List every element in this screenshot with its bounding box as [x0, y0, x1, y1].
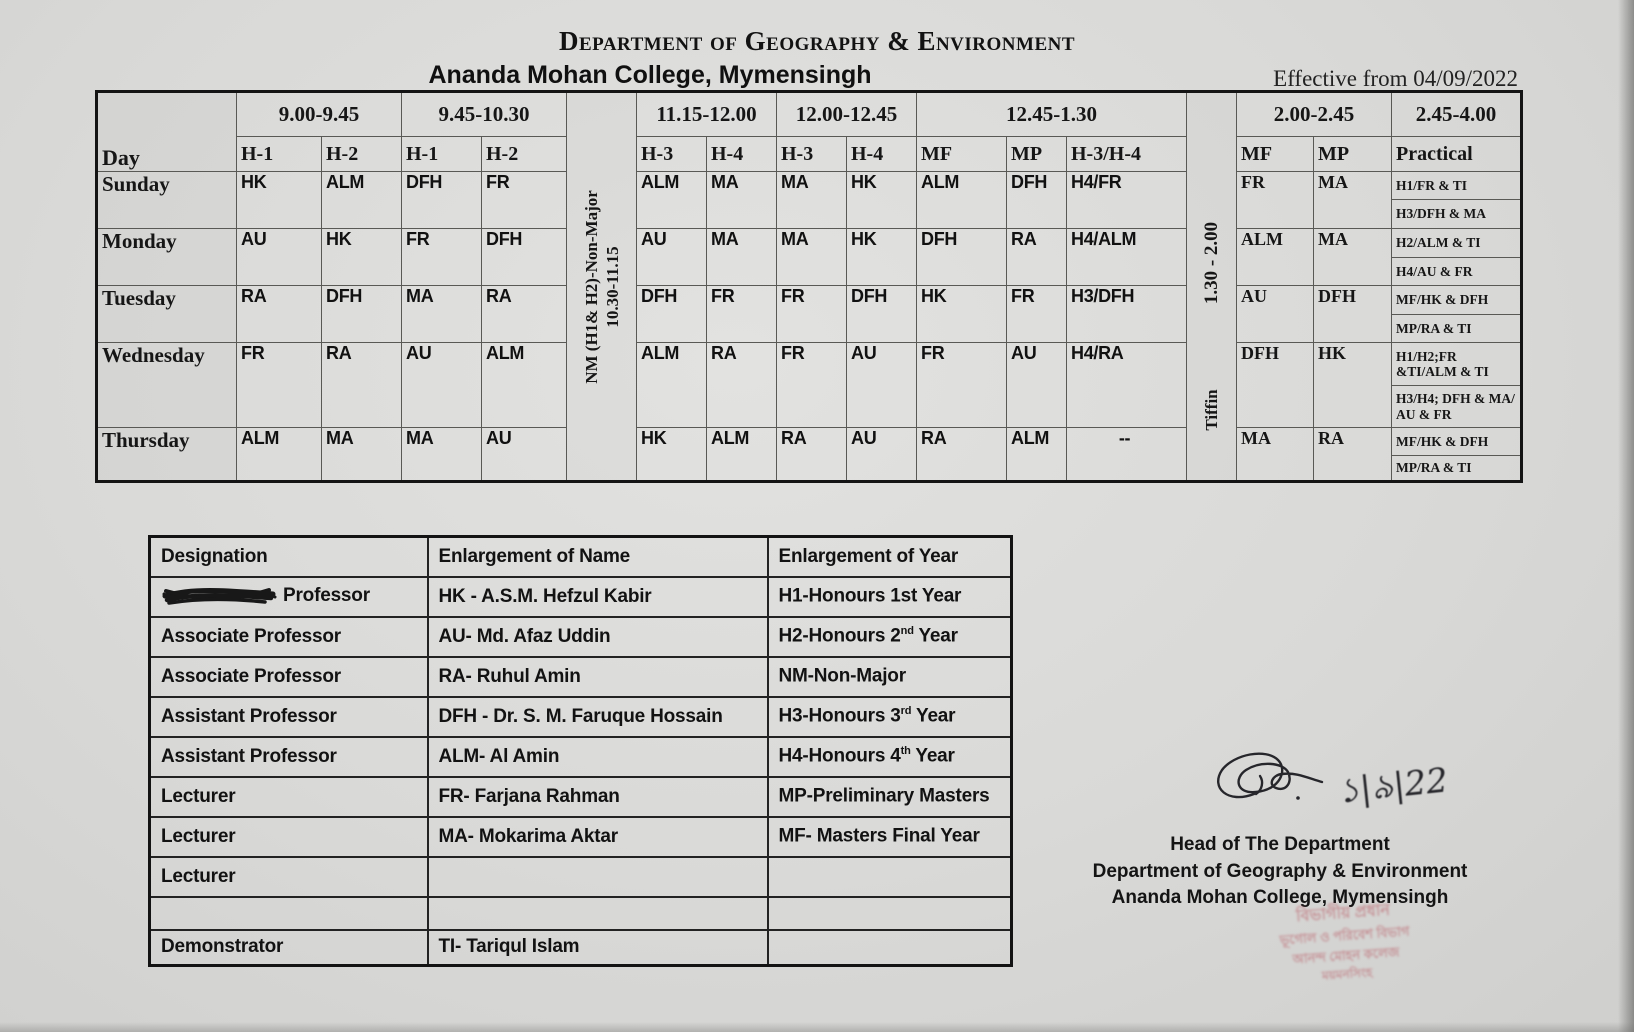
practical-cell: H1/FR & TI: [1392, 172, 1522, 200]
subject-cell: RA: [322, 343, 402, 428]
name-cell: DFH - Dr. S. M. Faruque Hossain: [428, 697, 768, 737]
year-cell: H4-Honours 4th Year: [768, 737, 1012, 777]
footer-designation: [1040, 832, 1520, 912]
subject-cell: FR: [1237, 172, 1314, 229]
subject-cell: FR: [402, 229, 482, 286]
subject-cell: DFH: [847, 286, 917, 343]
non-major-label: NM (H1& H2)-Non-Major 10.30-11.15: [581, 189, 622, 384]
time-header: 12.45-1.30: [917, 92, 1187, 137]
scan-edge-shadow: [1618, 0, 1634, 1032]
designation-cell: Assistant Professor: [150, 737, 428, 777]
year-cell: H2-Honours 2nd Year: [768, 617, 1012, 657]
subject-cell: ALM: [637, 172, 707, 229]
row-wednesday: [97, 343, 1522, 386]
designation-cell: Associate Professor: [150, 617, 428, 657]
subject-cell: RA: [1314, 428, 1392, 482]
designation-cell: Associate Professor: [150, 657, 428, 697]
subject-cell: DFH: [402, 172, 482, 229]
subject-cell: FR: [482, 172, 567, 229]
legend-row: [150, 697, 1012, 737]
subject-cell: FR: [237, 343, 322, 428]
subject-cell: FR: [707, 286, 777, 343]
subject-cell: HK: [917, 286, 1007, 343]
subject-cell: RA: [707, 343, 777, 428]
legend-header-row: [150, 537, 1012, 577]
year-cell: [768, 897, 1012, 930]
name-cell: [428, 857, 768, 897]
legend-row: [150, 777, 1012, 817]
time-header: 9.45-10.30: [402, 92, 567, 137]
subject-cell: DFH: [322, 286, 402, 343]
subject-cell: HK: [847, 172, 917, 229]
sub-header: H-3/H-4: [1067, 137, 1187, 172]
designation-cell: Lecturer: [150, 817, 428, 857]
subject-cell: AU: [402, 343, 482, 428]
subject-cell: RA: [1007, 229, 1067, 286]
non-major-column: [567, 92, 637, 482]
legend-row: [150, 577, 1012, 617]
subject-cell: DFH: [637, 286, 707, 343]
row-sunday: [97, 172, 1522, 200]
subject-cell: AU: [847, 428, 917, 482]
subject-cell: ALM: [707, 428, 777, 482]
subject-cell: --: [1067, 428, 1187, 482]
sub-header: H-2: [482, 137, 567, 172]
subject-cell: H4/FR: [1067, 172, 1187, 229]
subject-cell: RA: [777, 428, 847, 482]
scan-edge-shadow: [0, 1022, 1634, 1032]
day-cell: Thursday: [97, 428, 237, 482]
subject-cell: HK: [1314, 343, 1392, 428]
day-cell: Wednesday: [97, 343, 237, 428]
subject-cell: DFH: [1237, 343, 1314, 428]
subject-cell: FR: [1007, 286, 1067, 343]
designation-cell: Assistant Professor: [150, 697, 428, 737]
sub-header: H-2: [322, 137, 402, 172]
designation-cell: Lecturer: [150, 777, 428, 817]
department-title: Department of Geography & Environment: [558, 26, 1076, 56]
name-cell: RA- Ruhul Amin: [428, 657, 768, 697]
sub-header: H-3: [777, 137, 847, 172]
time-header: 11.15-12.00: [637, 92, 777, 137]
sub-header: MP: [1007, 137, 1067, 172]
signature-date: ১|৯|22: [1335, 760, 1450, 812]
name-cell: MA- Mokarima Aktar: [428, 817, 768, 857]
time-header: 2.45-4.00: [1392, 92, 1522, 137]
sub-header-row: [97, 137, 1522, 172]
day-column-header: Day: [97, 92, 237, 172]
subject-cell: H4/RA: [1067, 343, 1187, 428]
subject-cell: MA: [402, 286, 482, 343]
practical-cell: MP/RA & TI: [1392, 456, 1522, 482]
sub-header: Practical: [1392, 137, 1522, 172]
legend-row: [150, 817, 1012, 857]
subject-cell: ALM: [917, 172, 1007, 229]
subject-cell: HK: [637, 428, 707, 482]
year-cell: [768, 857, 1012, 897]
practical-cell: H4/AU & FR: [1392, 258, 1522, 286]
time-header: 9.00-9.45: [237, 92, 402, 137]
sub-header: MF: [1237, 137, 1314, 172]
subject-cell: MA: [707, 229, 777, 286]
designation-cell: Demonstrator: [150, 930, 428, 966]
sub-header: H-4: [707, 137, 777, 172]
subject-cell: ALM: [1007, 428, 1067, 482]
designation-cell: Professor: [150, 577, 428, 617]
subject-cell: FR: [917, 343, 1007, 428]
strikeout-scribble: [161, 585, 279, 607]
sub-header: H-3: [637, 137, 707, 172]
subject-cell: MA: [777, 172, 847, 229]
tiffin-column: [1187, 92, 1237, 482]
subject-cell: MA: [402, 428, 482, 482]
year-cell: MP-Preliminary Masters: [768, 777, 1012, 817]
sub-header: H-4: [847, 137, 917, 172]
subject-cell: ALM: [482, 343, 567, 428]
subject-cell: ALM: [637, 343, 707, 428]
subject-cell: H4/ALM: [1067, 229, 1187, 286]
name-cell: AU- Md. Afaz Uddin: [428, 617, 768, 657]
subject-cell: DFH: [1314, 286, 1392, 343]
subject-cell: HK: [322, 229, 402, 286]
name-cell: HK - A.S.M. Hefzul Kabir: [428, 577, 768, 617]
sub-header: H-1: [402, 137, 482, 172]
subject-cell: DFH: [482, 229, 567, 286]
name-cell: TI- Tariqul Islam: [428, 930, 768, 966]
subject-cell: MA: [322, 428, 402, 482]
subject-cell: ALM: [237, 428, 322, 482]
signature: [1190, 742, 1340, 832]
practical-cell: H3/H4; DFH & MA/ AU & FR: [1392, 386, 1522, 428]
time-header-row: [97, 92, 1522, 137]
legend-header: Enlargement of Year: [768, 537, 1012, 577]
practical-cell: H2/ALM & TI: [1392, 229, 1522, 258]
subject-cell: MA: [1237, 428, 1314, 482]
legend-row: [150, 897, 1012, 930]
year-cell: H1-Honours 1st Year: [768, 577, 1012, 617]
subject-cell: HK: [847, 229, 917, 286]
subject-cell: DFH: [917, 229, 1007, 286]
subject-cell: MA: [1314, 229, 1392, 286]
college-subtitle: Ananda Mohan College, Mymensingh: [428, 61, 872, 89]
legend-header: Designation: [150, 537, 428, 577]
subject-cell: H3/DFH: [1067, 286, 1187, 343]
practical-cell: H1/H2;FR &TI/ALM & TI: [1392, 343, 1522, 386]
department-stamp: বিভাগীয় প্রধান ভূগোল ও পরিবেশ বিভাগ আনন্দ মোহন কলেজ ময়মনসিংহ: [1279, 901, 1410, 983]
name-cell: [428, 897, 768, 930]
subject-cell: RA: [237, 286, 322, 343]
subject-cell: MA: [1314, 172, 1392, 229]
designation-cell: [150, 897, 428, 930]
subject-cell: RA: [482, 286, 567, 343]
subject-cell: HK: [237, 172, 322, 229]
practical-cell: MF/HK & DFH: [1392, 428, 1522, 456]
day-cell: Sunday: [97, 172, 237, 229]
legend-row: [150, 737, 1012, 777]
subject-cell: AU: [847, 343, 917, 428]
legend-row: [150, 617, 1012, 657]
legend-table: [148, 535, 1013, 967]
subject-cell: MA: [707, 172, 777, 229]
subject-cell: ALM: [1237, 229, 1314, 286]
effective-date: Effective from 04/09/2022: [1273, 66, 1518, 91]
footer-line: Head of The Department: [1170, 834, 1390, 855]
subject-cell: RA: [917, 428, 1007, 482]
row-thursday: [97, 428, 1522, 456]
time-header: 12.00-12.45: [777, 92, 917, 137]
name-cell: ALM- Al Amin: [428, 737, 768, 777]
class-routine-table: [95, 90, 1523, 483]
tiffin-time-label: 1.30 - 2.00: [1200, 222, 1222, 305]
legend-header: Enlargement of Name: [428, 537, 768, 577]
subject-cell: DFH: [1007, 172, 1067, 229]
year-cell: [768, 930, 1012, 966]
legend-row: [150, 857, 1012, 897]
practical-cell: H3/DFH & MA: [1392, 200, 1522, 229]
day-cell: Tuesday: [97, 286, 237, 343]
day-cell: Monday: [97, 229, 237, 286]
year-cell: H3-Honours 3rd Year: [768, 697, 1012, 737]
tiffin-label: Tiffin: [1201, 389, 1221, 431]
name-cell: FR- Farjana Rahman: [428, 777, 768, 817]
signature-block: [1190, 742, 1530, 842]
footer-line: Department of Geography & Environment: [1092, 860, 1468, 882]
practical-cell: MP/RA & TI: [1392, 315, 1522, 343]
subject-cell: FR: [777, 286, 847, 343]
subject-cell: FR: [777, 343, 847, 428]
row-tuesday: [97, 286, 1522, 315]
subject-cell: ALM: [322, 172, 402, 229]
designation-cell: Lecturer: [150, 857, 428, 897]
year-cell: NM-Non-Major: [768, 657, 1012, 697]
time-header: 2.00-2.45: [1237, 92, 1392, 137]
subject-cell: AU: [637, 229, 707, 286]
sub-header: MP: [1314, 137, 1392, 172]
row-monday: [97, 229, 1522, 258]
sub-header: H-1: [237, 137, 322, 172]
legend-row: [150, 930, 1012, 966]
practical-cell: MF/HK & DFH: [1392, 286, 1522, 315]
subject-cell: AU: [482, 428, 567, 482]
subject-cell: AU: [1237, 286, 1314, 343]
subject-cell: MA: [777, 229, 847, 286]
legend-row: [150, 657, 1012, 697]
year-cell: MF- Masters Final Year: [768, 817, 1012, 857]
footer-line: Ananda Mohan College, Mymensingh: [1111, 887, 1449, 909]
subject-cell: AU: [1007, 343, 1067, 428]
sub-header: MF: [917, 137, 1007, 172]
subject-cell: AU: [237, 229, 322, 286]
